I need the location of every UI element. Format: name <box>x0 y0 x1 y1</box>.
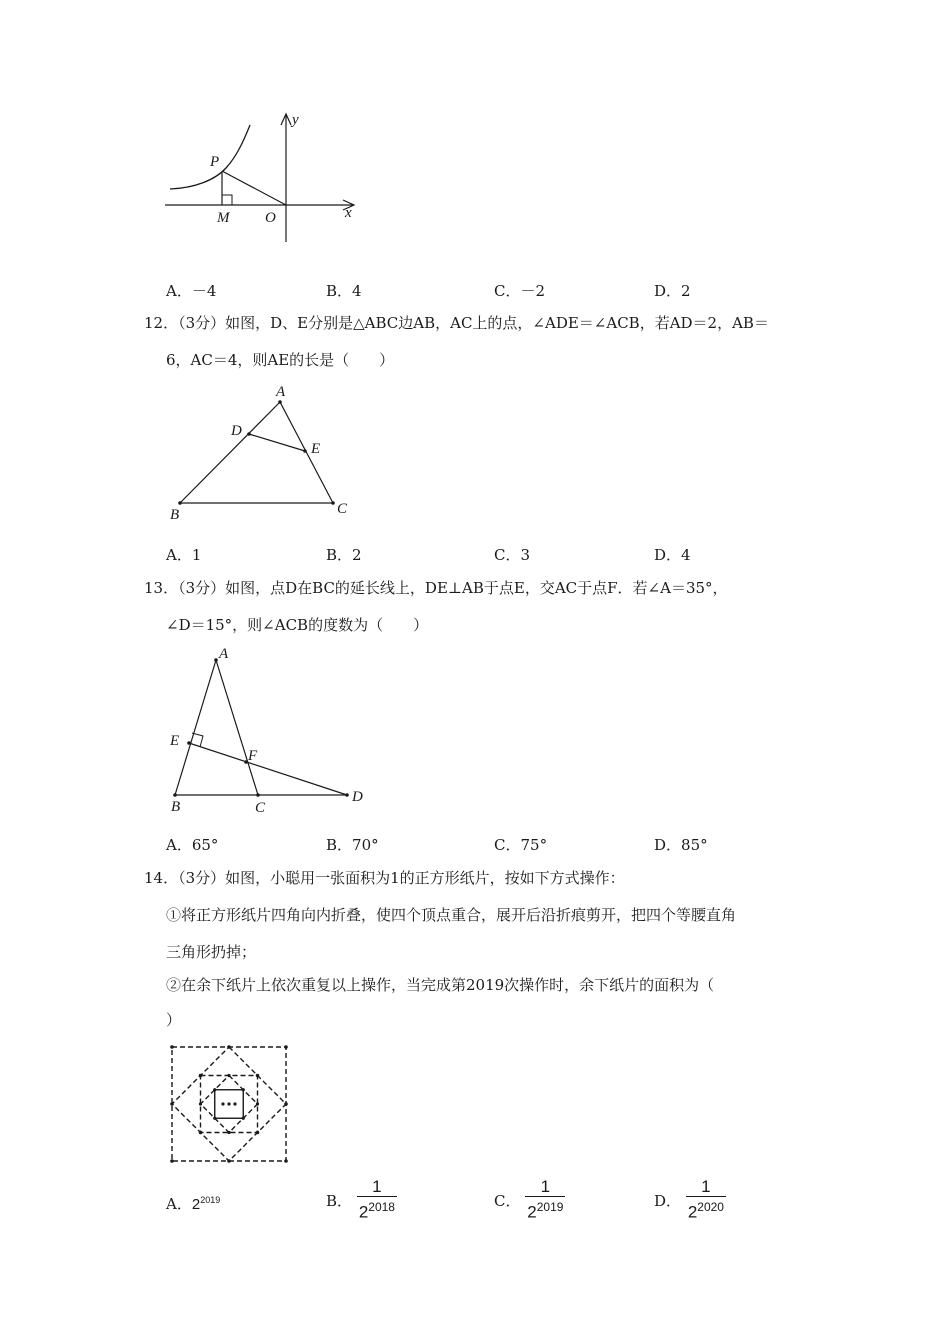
q12-label-d: D <box>231 423 242 439</box>
q13-option-a[interactable]: A．65° <box>166 836 219 854</box>
q14-option-d-prefix: D． <box>654 1191 682 1210</box>
q13-option-c[interactable]: C．75° <box>494 836 548 854</box>
q14-option-c-exponent: 2019 <box>536 1200 564 1214</box>
q12-figure <box>165 380 365 525</box>
q13-label-e: E <box>170 733 180 749</box>
q14-question-line1: 14．（3分）如图，小聪用一张面积为1的正方形纸片，按如下方式操作： <box>144 869 625 887</box>
q14-question-line3: 三角形扔掉； <box>166 943 257 961</box>
q14-option-c-fraction <box>525 1178 565 1223</box>
q14-question-line4: ②在余下纸片上依次重复以上操作，当完成第2019次操作时，余下纸片的面积为（ <box>166 976 715 994</box>
q14-option-a[interactable] <box>166 1193 220 1214</box>
q14-option-b-fraction <box>357 1178 397 1223</box>
q12-option-b[interactable]: B．2 <box>326 546 362 564</box>
q14-option-b[interactable] <box>326 1178 397 1223</box>
q14-option-b-prefix: B． <box>326 1191 353 1210</box>
q12-question-line2: 6，AC＝4，则AE的长是（ ） <box>166 351 395 369</box>
q12-option-d[interactable]: D．4 <box>654 546 691 564</box>
q14-figure <box>165 1040 295 1170</box>
q14-option-c-prefix: C． <box>494 1191 521 1210</box>
q12-label-c: C <box>337 501 348 517</box>
q12-label-b: B <box>170 507 180 523</box>
q11-label-p: P <box>210 154 220 170</box>
q13-figure <box>160 640 375 820</box>
q13-label-d: D <box>352 789 363 805</box>
q13-label-c: C <box>255 800 266 816</box>
q12-question-line1: 12．（3分）如图，D、E分别是△ABC边AB，AC上的点，∠ADE＝∠ACB，若AD＝2，AB＝ <box>144 314 769 332</box>
q13-label-f: F <box>248 748 258 764</box>
q14-option-c-numerator: 1 <box>540 1177 551 1196</box>
q13-question-line2: ∠D＝15°，则∠ACB的度数为（ ） <box>166 616 429 634</box>
q14-option-d-base: 2 <box>687 1202 698 1222</box>
q14-option-d-fraction <box>686 1178 726 1223</box>
q12-label-e: E <box>311 441 321 457</box>
q11-label-o: O <box>265 210 276 226</box>
q14-option-c[interactable] <box>494 1178 565 1223</box>
q14-question-line5: ） <box>166 1011 182 1029</box>
q11-figure <box>160 110 370 250</box>
q14-option-b-numerator: 1 <box>372 1177 382 1196</box>
q14-option-a-base: 2 <box>191 1196 201 1213</box>
q11-label-y: y <box>292 112 299 128</box>
q13-option-d[interactable]: D．85° <box>654 836 708 854</box>
q11-option-a[interactable]: A．－4 <box>166 282 217 300</box>
q12-option-a[interactable]: A．1 <box>166 546 202 564</box>
q14-option-b-base: 2 <box>358 1202 369 1222</box>
q12-option-c[interactable]: C．3 <box>494 546 531 564</box>
q11-option-d[interactable]: D．2 <box>654 282 691 300</box>
q14-option-a-exponent: 2019 <box>200 1195 221 1205</box>
q14-option-d[interactable] <box>654 1178 726 1223</box>
q11-option-b[interactable]: B．4 <box>326 282 362 300</box>
q13-option-b[interactable]: B．70° <box>326 836 379 854</box>
q13-label-a: A <box>219 646 229 662</box>
q13-question-line1: 13．（3分）如图，点D在BC的延长线上，DE⊥AB于点E，交AC于点F．若∠A＝35°， <box>144 579 728 597</box>
q12-label-a: A <box>276 384 286 400</box>
q13-label-b: B <box>171 799 181 815</box>
q14-option-d-numerator: 1 <box>701 1177 711 1196</box>
q11-label-x: x <box>345 205 352 221</box>
q11-option-c[interactable]: C．－2 <box>494 282 546 300</box>
q14-option-d-exponent: 2020 <box>697 1200 724 1214</box>
q14-question-line2: ①将正方形纸片四角向内折叠，使四个顶点重合，展开后沿折痕剪开，把四个等腰直角 <box>166 906 737 924</box>
q14-option-c-base: 2 <box>527 1202 537 1222</box>
q14-option-a-prefix: A． <box>166 1195 192 1213</box>
q11-label-m: M <box>217 210 230 226</box>
q14-option-b-exponent: 2018 <box>368 1200 395 1214</box>
